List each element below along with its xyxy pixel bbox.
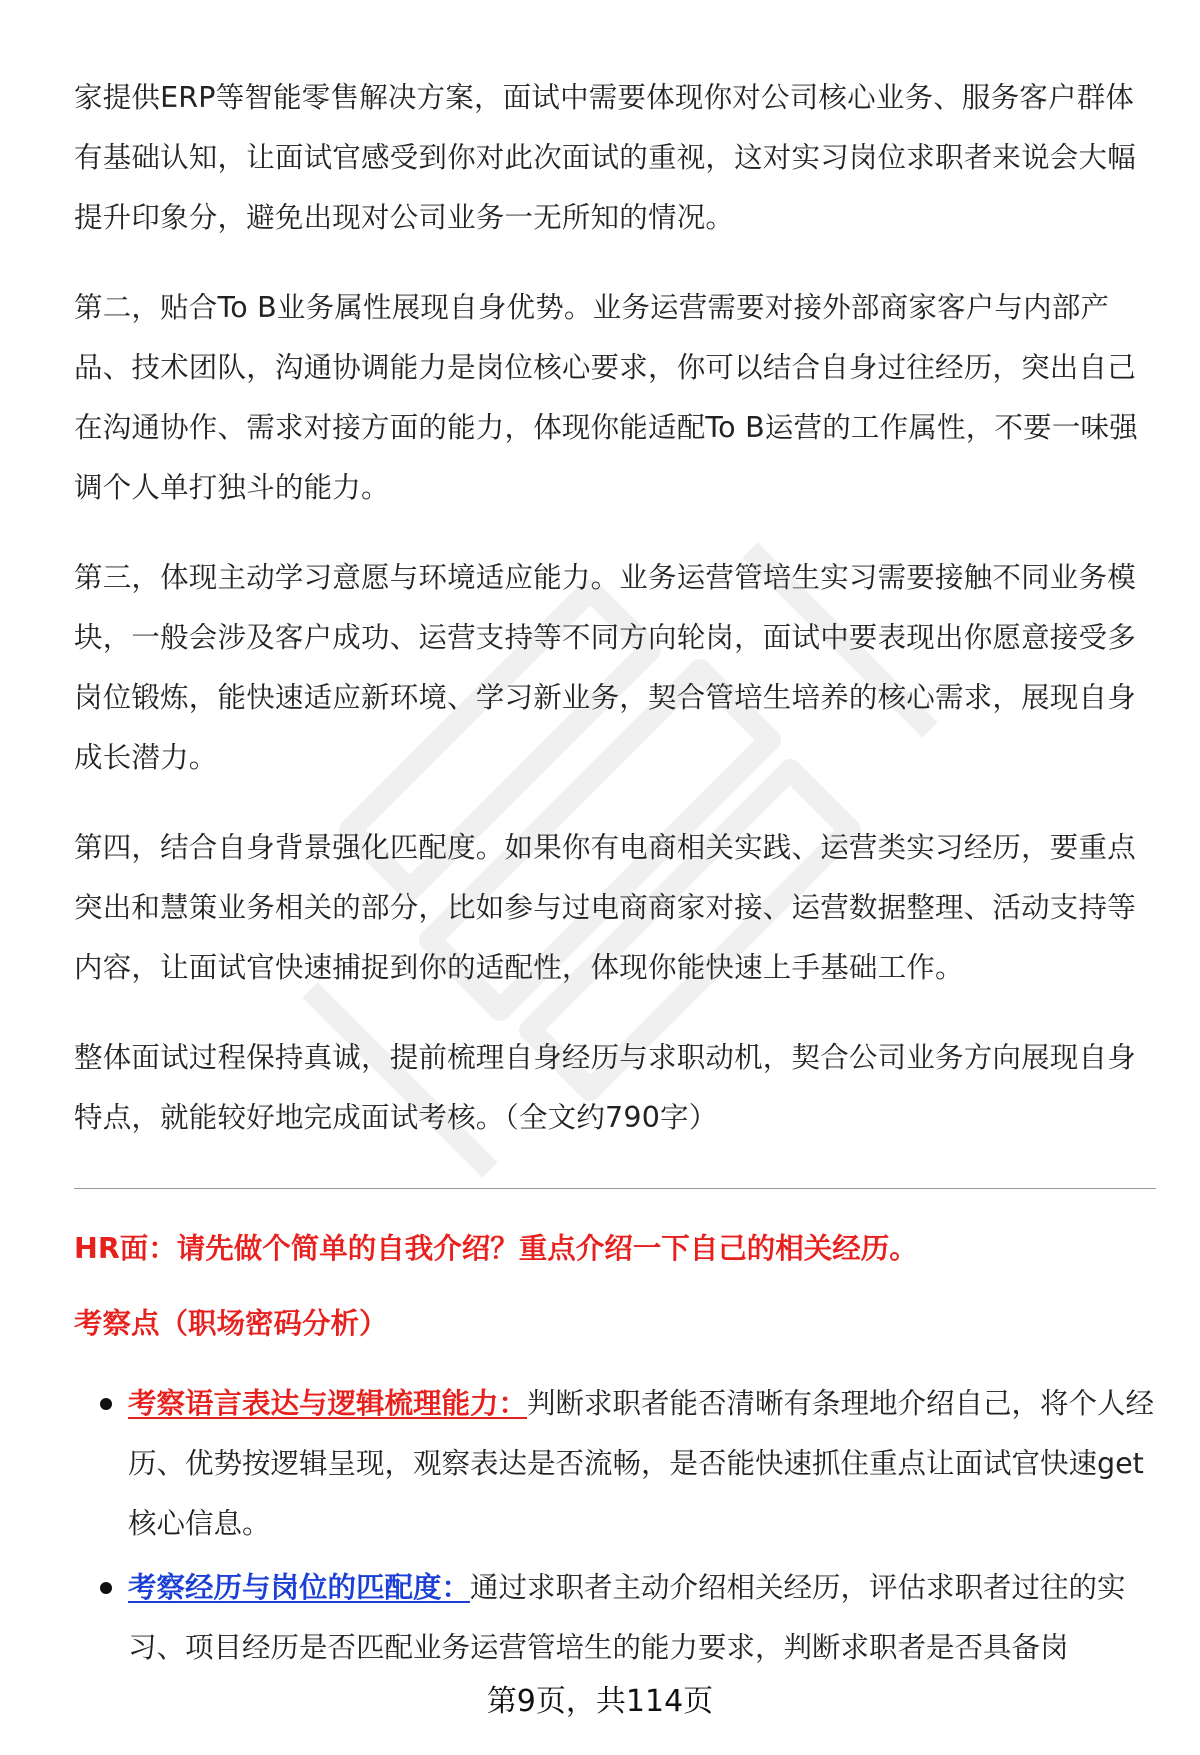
- article-body: [74, 68, 1154, 1178]
- bullet-text: 判断求职者能否清晰有条理地介绍自己，将个人经历、优势按逻辑呈现，观察表达是否流畅，是否能快速抓住重点让面试官快速get核心信息。: [128, 1387, 1155, 1540]
- hr-interview-question: HR面：请先做个简单的自我介绍？重点介绍一下自己的相关经历。: [74, 1232, 918, 1265]
- paragraph-point-three: 第三，体现主动学习意愿与环境适应能力。业务运营管培生实习需要接触不同业务模块，一般会涉及客户成功、运营支持等不同方向轮岗，面试中要表现出你愿意接受多岗位锻炼，能快速适应新环境、学习新业务，契合管培生培养的核心需求，展现自身成长潜力。: [74, 561, 1136, 774]
- assessment-points-list: [96, 1374, 1156, 1682]
- paragraph-summary: 整体面试过程保持真诚，提前梳理自身经历与求职动机，契合公司业务方向展现自身特点，就能较好地完成面试考核。（全文约790字）: [74, 1041, 1136, 1134]
- page-number: 第9页，共114页: [486, 1684, 714, 1719]
- paragraph-point-two: 第二，贴合To B业务属性展现自身优势。业务运营需要对接外部商家客户与内部产品、技术团队，沟通协调能力是岗位核心要求，你可以结合自身过往经历，突出自己在沟通协作、需求对接方面的能力，体现你能适配To B运营的工作属性，不要一味强调个人单打独斗的能力。: [74, 291, 1138, 504]
- bullet-icon: [100, 1582, 112, 1594]
- section-divider: [74, 1188, 1156, 1189]
- assessment-points-title: 考察点（职场密码分析）: [74, 1307, 388, 1340]
- list-item: [96, 1558, 1156, 1678]
- bullet-heading: 考察经历与岗位的匹配度：: [128, 1571, 471, 1604]
- bullet-icon: [100, 1398, 112, 1410]
- paragraph-point-four: 第四，结合自身背景强化匹配度。如果你有电商相关实践、运营类实习经历，要重点突出和慧策业务相关的部分，比如参与过电商商家对接、运营数据整理、活动支持等内容，让面试官快速捕捉到你的适配性，体现你能快速上手基础工作。: [74, 831, 1136, 984]
- list-item: [96, 1374, 1156, 1554]
- bullet-text: 通过求职者主动介绍相关经历，评估求职者过往的实习、项目经历是否匹配业务运营管培生的能力要求，判断求职者是否具备岗: [128, 1571, 1126, 1664]
- paragraph-intro-continued: 家提供ERP等智能零售解决方案，面试中需要体现你对公司核心业务、服务客户群体有基础认知，让面试官感受到你对此次面试的重视，这对实习岗位求职者来说会大幅提升印象分，避免出现对公司业务一无所知的情况。: [74, 81, 1136, 234]
- bullet-heading: 考察语言表达与逻辑梳理能力：: [128, 1387, 528, 1420]
